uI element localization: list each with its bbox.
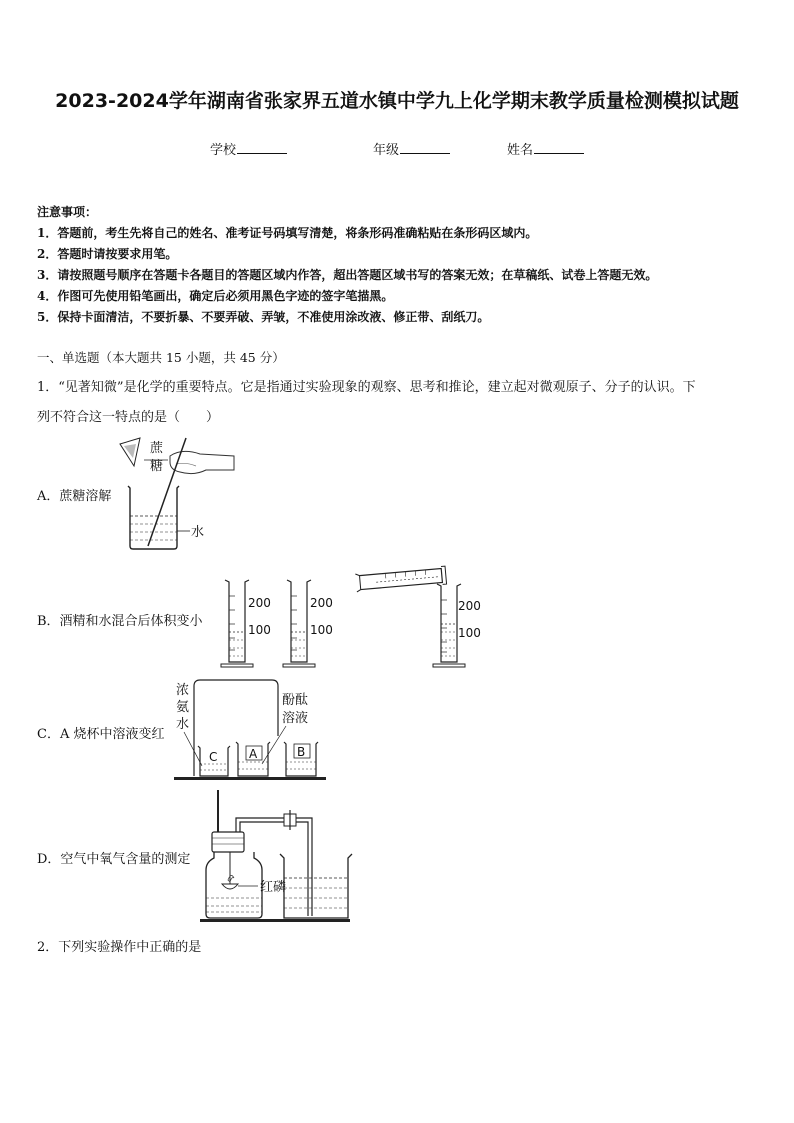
water-label: 水 [191,525,205,540]
cylinder-1-mark-200: 200 [248,596,271,610]
question-2: 2．下列实验操作中正确的是 [37,940,202,955]
beaker-c-label: C [209,750,218,764]
red-phosphorus-label: 红磷 [260,880,287,895]
grade-label: 年级 [373,143,400,158]
sugar-label-2: 糖 [150,459,164,474]
name-blank[interactable] [534,141,584,154]
name-field[interactable] [507,139,584,158]
school-label: 学校 [210,143,237,158]
cylinder-1-mark-100: 100 [248,623,271,637]
ammonia-label-1: 浓 [176,683,190,698]
note-item: 2．答题时请按要求用笔。 [37,247,178,261]
option-a[interactable]: A．蔗糖溶解 [37,489,112,504]
note-item: 5．保持卡面清洁，不要折暴、不要弄破、弄皱，不准使用涂改液、修正带、刮纸刀。 [37,310,490,324]
option-d[interactable]: D．空气中氧气含量的测定 [37,852,191,867]
figure-c-ammonia-diffusion [172,676,332,786]
note-item: 1．答题前，考生先将自己的姓名、准考证号码填写清楚，将条形码准确粘贴在条形码区域内。 [37,226,538,240]
option-c[interactable]: C．A 烧杯中溶液变红 [37,727,165,742]
beaker-icon [128,486,179,549]
note-item: 3．请按照题号顺序在答题卡各题目的答题区域内作答，超出答题区域书写的答案无效；在草稿纸、试卷上答题无效。 [37,268,658,282]
grade-field[interactable] [373,139,450,158]
question-1-line-1: 1．“见著知微”是化学的重要特点。它是指通过实验现象的观察、思考和推论，建立起对微观原子、分子的认识。下 [37,380,696,395]
notes-heading: 注意事项： [37,205,98,219]
cylinder-2-mark-100: 100 [310,623,333,637]
figure-d-oxygen-measurement [200,788,360,926]
question-1-line-2: 列不符合这一特点的是（ ） [37,410,220,425]
sugar-label-1: 蔗 [150,441,164,456]
note-item: 4．作图可先使用铅笔画出，确定后必须用黑色字迹的签字笔描黑。 [37,289,394,303]
water-beaker-icon [280,854,352,918]
cylinder-2-mark-200: 200 [310,596,333,610]
connecting-tube-icon [236,818,312,916]
phenolphthalein-label-2: 溶液 [282,711,309,726]
stopper-icon [212,832,244,852]
school-field[interactable] [210,139,287,158]
combustion-spoon-icon [222,884,238,889]
tilted-cylinder-icon [355,566,446,592]
name-label: 姓名 [507,143,534,158]
cylinder-3-mark-200: 200 [458,599,481,613]
option-b[interactable]: B．酒精和水混合后体积变小 [37,614,203,629]
cylinder-3-mark-100: 100 [458,626,481,640]
beaker-a-label: A [249,747,258,761]
ammonia-label-2: 氨 [176,700,190,715]
bell-jar-icon [194,680,278,776]
section-heading: 一、单选题（本大题共 15 小题，共 45 分） [37,350,285,365]
grade-blank[interactable] [400,141,450,154]
figure-b-cylinders [215,566,485,671]
page-title: 2023-2024学年湖南省张家界五道水镇中学九上化学期末教学质量检测模拟试题 [55,90,739,112]
phenolphthalein-label-1: 酚酞 [282,693,309,708]
ammonia-label-3: 水 [176,717,190,732]
beaker-b-label: B [297,745,306,759]
school-blank[interactable] [237,141,287,154]
figure-a-sugar-dissolving [110,432,240,554]
